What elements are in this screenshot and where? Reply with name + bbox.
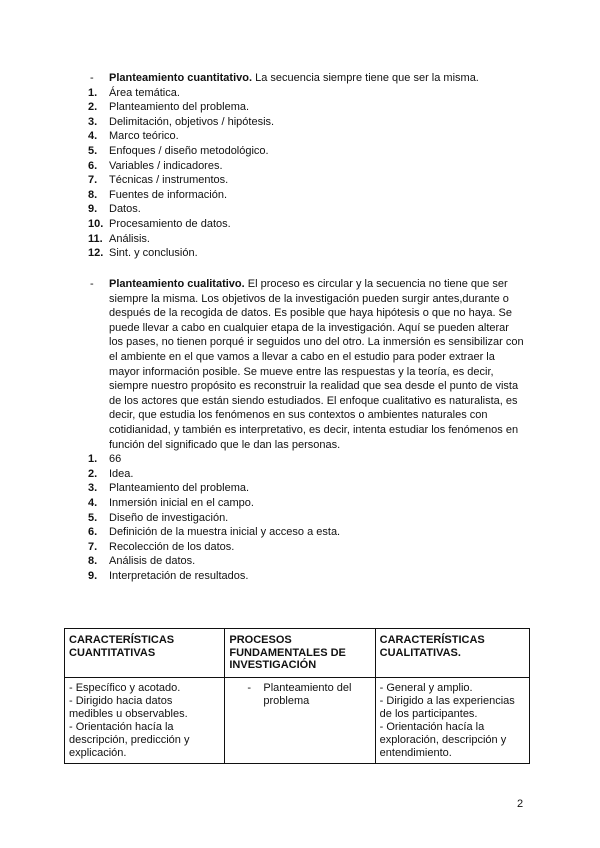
cell-qualitative-characteristics: - General y amplio. - Dirigido a las experiencias de los participantes. - Orientación hacía la exploración, descripción y entendimiento. — [375, 677, 529, 763]
qualitative-steps-list — [88, 452, 528, 583]
list-item: - Planteamiento del problema — [247, 681, 352, 707]
list-item: 12. Sint. y conclusión. — [88, 247, 198, 260]
list-item: 5. Diseño de investigación. — [88, 511, 229, 524]
table-row — [65, 677, 530, 763]
quantitative-title: Planteamiento cuantitativo. — [109, 72, 253, 84]
list-item: 4. Inmersión inicial en el campo. — [88, 496, 254, 509]
quantitative-intro: La secuencia siempre tiene que ser la misma. — [252, 72, 479, 84]
bullet-dash: - — [90, 278, 94, 290]
list-item: 5. Enfoques / diseño metodológico. — [88, 144, 269, 157]
header-qualitative: CARACTERÍSTICAS CUALITATIVAS. — [375, 629, 529, 678]
qualitative-section — [88, 277, 528, 583]
list-item: 10. Procesamiento de datos. — [88, 217, 231, 230]
header-processes: PROCESOS FUNDAMENTALES DE INVESTIGACIÓN — [225, 629, 375, 678]
table-header-row — [65, 629, 530, 678]
list-item: 11. Análisis. — [88, 232, 150, 245]
list-item: 7. Recolección de los datos. — [88, 540, 235, 553]
quantitative-section — [88, 71, 528, 261]
list-item: 1. 66 — [88, 453, 122, 466]
qualitative-title: Planteamiento cualitativo. — [109, 278, 245, 290]
bullet-dash: - — [90, 72, 94, 84]
list-item: 2. Planteamiento del problema. — [88, 101, 250, 114]
list-item: 3. Planteamiento del problema. — [88, 482, 250, 495]
list-item: 8. Análisis de datos. — [88, 555, 196, 568]
header-quantitative: CARACTERÍSTICAS CUANTITATIVAS — [65, 629, 225, 678]
comparison-table — [64, 628, 530, 764]
list-item: 3. Delimitación, objetivos / hipótesis. — [88, 115, 275, 128]
list-item: 6. Definición de la muestra inicial y acceso a esta. — [88, 526, 341, 539]
list-item: 9. Interpretación de resultados. — [88, 569, 249, 582]
list-item: 9. Datos. — [88, 203, 141, 216]
cell-quantitative-characteristics: - Específico y acotado. - Dirigido hacia datos medibles u observables. - Orientación hacía la descripción, predicción y explicación. — [65, 677, 225, 763]
qualitative-paragraph: - Planteamiento cualitativo. El proceso es circular y la secuencia no tiene que ser siempre la misma. Los objetivos de la investigación pueden surgir antes,durante o después de la recogida de datos. Es posible que haya hipótesis o que no haya. Se puede llevar a cabo en cualquier etapa de la investigación. Aquí se pueden alterar los pases, no tienen porqué ir seguidos uno del otro. La inmersión es sensibilizar con el ambiente en el que vamos a llevar a cabo en el estudio para poder extraer la mayor información posible. Se mueve entre las respuestas y la teoría, es decir, siempre nuestro propósito es reconstruir la realidad que sea desde el punto de vista de los actores que están siendo estudiados. El enfoque cualitativo es naturalista, es decir, que estudia los fenómenos en sus contextos o ambientes naturales con cotidianidad, y también es interpretativo, es decir, intenta estudiar los fenómenos en función del significado que le dan las personas. — [90, 278, 524, 451]
quantitative-heading — [88, 71, 528, 86]
list-item: 6. Variables / indicadores. — [88, 159, 223, 172]
cell-processes — [225, 677, 375, 763]
list-item: 4. Marco teórico. — [88, 130, 179, 143]
list-item: 8. Fuentes de información. — [88, 188, 228, 201]
list-item: 2. Idea. — [88, 467, 134, 480]
page-number: 2 — [517, 798, 524, 810]
quantitative-steps-list — [88, 86, 528, 261]
list-item: 1. Área temática. — [88, 86, 180, 99]
list-item: 7. Técnicas / instrumentos. — [88, 174, 229, 187]
